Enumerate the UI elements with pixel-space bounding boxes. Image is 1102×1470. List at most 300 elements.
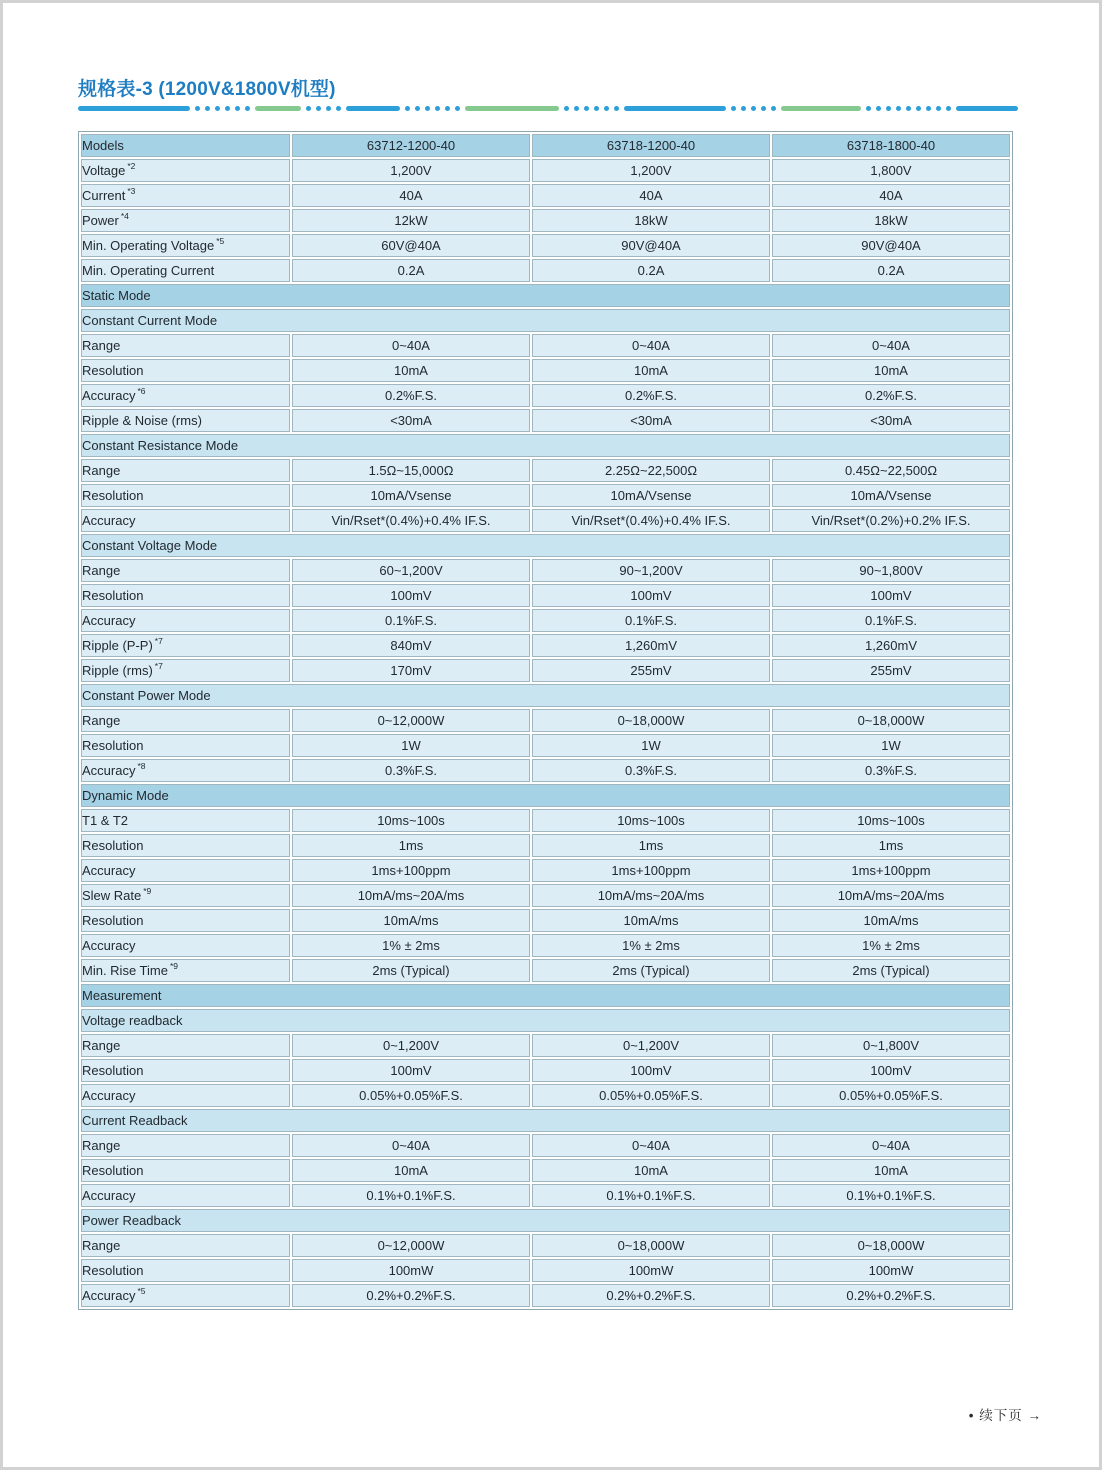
row-value: 0.2%F.S. [292,384,530,407]
table-row [81,359,1010,382]
row-label [81,1059,290,1082]
divider-dot [326,106,331,111]
row-label [81,234,290,257]
table-row [81,384,1010,407]
subsection-title: Constant Voltage Mode [81,534,1010,557]
divider-bar [781,106,861,111]
row-label-text: Min. Rise Time [82,963,168,978]
row-value: 10ms~100s [772,809,1010,832]
divider-dot [946,106,951,111]
table-row [81,634,1010,657]
row-value: 0.2%F.S. [772,384,1010,407]
row-value: 0~12,000W [292,1234,530,1257]
row-label [81,559,290,582]
column-header-model: 63712-1200-40 [292,134,530,157]
row-label-text: Voltage [82,163,126,178]
row-label-text: Range [82,1238,121,1253]
row-value: 2ms (Typical) [532,959,770,982]
row-value: 0.2%+0.2%F.S. [532,1284,770,1307]
row-value: 60V@40A [292,234,530,257]
table-header-row [81,134,1010,157]
row-label [81,659,290,682]
table-row [81,659,1010,682]
table-row [81,1134,1010,1157]
divider-dot [225,106,230,111]
row-value: 90V@40A [532,234,770,257]
row-value: 100mW [532,1259,770,1282]
row-label-text: Accuracy [82,938,136,953]
row-value: 100mV [532,584,770,607]
row-value: 10mA/ms [532,909,770,932]
table-row [81,934,1010,957]
row-value: 0~18,000W [532,709,770,732]
row-label-text: Ripple & Noise (rms) [82,413,202,428]
row-value: 1% ± 2ms [772,934,1010,957]
row-label [81,1284,290,1307]
divider-bar [624,106,726,111]
subsection-row [81,1109,1010,1132]
row-value: 10ms~100s [292,809,530,832]
row-label [81,934,290,957]
table-row [81,584,1010,607]
row-value: 0.3%F.S. [532,759,770,782]
divider-dot [771,106,776,111]
row-value: 10mA [532,1159,770,1182]
row-label-text: Range [82,1138,121,1153]
subsection-row [81,309,1010,332]
divider-dot [306,106,311,111]
row-label-text: Accuracy [82,1288,136,1303]
table-row [81,959,1010,982]
row-value: 0.05%+0.05%F.S. [292,1084,530,1107]
subsection-title: Power Readback [81,1209,1010,1232]
row-label-text: Resolution [82,1163,144,1178]
row-value: 100mW [772,1259,1010,1282]
section-title: Static Mode [81,284,1010,307]
row-label [81,634,290,657]
spec-table-body [81,134,1010,1307]
row-value: 100mV [292,1059,530,1082]
row-value: 0.05%+0.05%F.S. [532,1084,770,1107]
divider-bar [956,106,1018,111]
table-row [81,184,1010,207]
row-label-text: Resolution [82,1263,144,1278]
row-label [81,1084,290,1107]
row-value: 90~1,200V [532,559,770,582]
row-label [81,1034,290,1057]
row-value: 10mA [532,359,770,382]
row-label-text: Resolution [82,1063,144,1078]
spec-table [78,131,1013,1310]
divider-bar [346,106,400,111]
footnote-marker: *7 [154,636,163,646]
divider-dot [574,106,579,111]
row-label-text: Power [82,213,119,228]
row-label [81,484,290,507]
row-label [81,384,290,407]
table-row [81,234,1010,257]
row-value: 1,200V [292,159,530,182]
section-row [81,784,1010,807]
divider-dot [195,106,200,111]
row-label-text: Range [82,463,121,478]
row-value: 100mW [292,1259,530,1282]
divider-dot [205,106,210,111]
table-row [81,709,1010,732]
table-row [81,1184,1010,1207]
row-value: 10mA [772,359,1010,382]
row-value: 100mV [292,584,530,607]
row-value: 0.05%+0.05%F.S. [772,1084,1010,1107]
row-label-text: Min. Operating Voltage [82,238,215,253]
column-header-model: 63718-1800-40 [772,134,1010,157]
row-value: 100mV [772,1059,1010,1082]
row-value: Vin/Rset*(0.4%)+0.4% IF.S. [532,509,770,532]
row-value: 0~18,000W [772,709,1010,732]
row-label [81,209,290,232]
row-value: 1,200V [532,159,770,182]
row-value: 1,800V [772,159,1010,182]
row-label [81,1184,290,1207]
column-header-model: 63718-1200-40 [532,134,770,157]
row-label-text: Resolution [82,913,144,928]
table-row [81,809,1010,832]
row-value: 10mA/ms [292,909,530,932]
row-label [81,334,290,357]
footnote-marker: *8 [137,761,146,771]
row-value: 1ms [532,834,770,857]
row-label-text: Accuracy [82,1188,136,1203]
row-value: 0~1,800V [772,1034,1010,1057]
row-value: 10mA/ms~20A/ms [532,884,770,907]
row-label-text: Ripple (P-P) [82,638,153,653]
row-value: 0~40A [532,334,770,357]
row-value: 1ms [772,834,1010,857]
row-value: 0.2A [292,259,530,282]
row-value: 0.2%+0.2%F.S. [772,1284,1010,1307]
subsection-row [81,434,1010,457]
divider-dot [235,106,240,111]
row-label-text: Ripple (rms) [82,663,153,678]
row-value: 10mA/Vsense [292,484,530,507]
row-label-text: Accuracy [82,1088,136,1103]
row-label-text: Range [82,563,121,578]
table-row [81,484,1010,507]
divider-dot [906,106,911,111]
row-value: 10mA [292,1159,530,1182]
table-row [81,1059,1010,1082]
divider-dot [594,106,599,111]
row-value: 0~18,000W [772,1234,1010,1257]
row-label [81,734,290,757]
row-label [81,759,290,782]
row-value: <30mA [532,409,770,432]
table-row [81,909,1010,932]
subsection-row [81,534,1010,557]
divider-dot [405,106,410,111]
divider-dot [741,106,746,111]
row-label-text: T1 & T2 [82,813,129,828]
row-label [81,909,290,932]
table-row [81,609,1010,632]
row-value: 10ms~100s [532,809,770,832]
table-row [81,1084,1010,1107]
subsection-row [81,1009,1010,1032]
row-label [81,409,290,432]
row-value: 0.45Ω~22,500Ω [772,459,1010,482]
row-value: 170mV [292,659,530,682]
continued-note: • 续下页 → [968,1408,1042,1423]
table-row [81,1284,1010,1307]
divider-dot [455,106,460,111]
divider-dot [886,106,891,111]
row-value: 0.1%F.S. [292,609,530,632]
row-label-text: Current [82,188,126,203]
row-value: <30mA [292,409,530,432]
footnote-marker: *3 [127,186,136,196]
row-label-text: Resolution [82,488,144,503]
divider-dot [425,106,430,111]
divider-dot [614,106,619,111]
table-row [81,759,1010,782]
row-value: 1,260mV [772,634,1010,657]
subsection-row [81,684,1010,707]
row-value: 0~12,000W [292,709,530,732]
table-row [81,1034,1010,1057]
section-row [81,284,1010,307]
row-value: 40A [292,184,530,207]
page-title: 规格表-3 (1200V&1800V机型) [78,79,336,100]
row-value: 1% ± 2ms [532,934,770,957]
divider-dot [435,106,440,111]
row-value: 0~1,200V [292,1034,530,1057]
row-value: 1W [292,734,530,757]
table-row [81,159,1010,182]
row-value: 0~40A [292,1134,530,1157]
row-value: 1.5Ω~15,000Ω [292,459,530,482]
row-value: 0~40A [772,334,1010,357]
row-value: 90~1,800V [772,559,1010,582]
row-label [81,709,290,732]
row-label-text: Resolution [82,588,144,603]
row-value: 0~40A [292,334,530,357]
divider-dot [876,106,881,111]
row-value: 18kW [772,209,1010,232]
table-row [81,834,1010,857]
divider-dot [731,106,736,111]
table-row [81,259,1010,282]
divider-dot [604,106,609,111]
footnote-marker: *4 [120,211,129,221]
divider-dot [761,106,766,111]
row-value: 0.1%+0.1%F.S. [532,1184,770,1207]
row-label [81,1259,290,1282]
subsection-title: Voltage readback [81,1009,1010,1032]
row-value: 255mV [772,659,1010,682]
footnote-marker: *5 [137,1286,146,1296]
table-row [81,409,1010,432]
row-value: 2.25Ω~22,500Ω [532,459,770,482]
subsection-title: Constant Power Mode [81,684,1010,707]
row-value: 10mA/ms [772,909,1010,932]
row-value: 40A [772,184,1010,207]
table-row [81,334,1010,357]
subsection-title: Constant Current Mode [81,309,1010,332]
row-value: 0.2A [532,259,770,282]
row-label-text: Min. Operating Current [82,263,215,278]
row-label [81,159,290,182]
column-header-label: Models [81,134,290,157]
row-label [81,459,290,482]
divider-dot [415,106,420,111]
table-row [81,884,1010,907]
table-row [81,559,1010,582]
divider-dot [445,106,450,111]
divider-dot [936,106,941,111]
row-label-text: Accuracy [82,513,136,528]
row-value: 1ms+100ppm [532,859,770,882]
divider-dot [584,106,589,111]
row-value: 12kW [292,209,530,232]
row-value: 10mA/Vsense [532,484,770,507]
row-label-text: Range [82,338,121,353]
divider-bar [465,106,559,111]
subsection-title: Constant Resistance Mode [81,434,1010,457]
table-row [81,1159,1010,1182]
divider-bar [255,106,301,111]
subsection-row [81,1209,1010,1232]
divider-dot [564,106,569,111]
row-value: Vin/Rset*(0.4%)+0.4% IF.S. [292,509,530,532]
row-value: 10mA/ms~20A/ms [292,884,530,907]
row-label [81,1159,290,1182]
divider-dot [316,106,321,111]
row-label [81,959,290,982]
row-value: 1ms [292,834,530,857]
row-value: 1% ± 2ms [292,934,530,957]
footnote-marker: *9 [169,961,179,971]
divider-dot [896,106,901,111]
divider-dot [751,106,756,111]
row-value: 2ms (Typical) [772,959,1010,982]
row-label [81,1134,290,1157]
row-value: 1,260mV [532,634,770,657]
row-label [81,834,290,857]
divider-dot [926,106,931,111]
row-value: 0~18,000W [532,1234,770,1257]
row-value: 10mA/ms~20A/ms [772,884,1010,907]
row-label-text: Accuracy [82,613,136,628]
row-value: 100mV [772,584,1010,607]
row-value: 0.2%F.S. [532,384,770,407]
row-value: 255mV [532,659,770,682]
row-value: 1ms+100ppm [772,859,1010,882]
row-value: 0~40A [532,1134,770,1157]
row-value: 100mV [532,1059,770,1082]
row-value: 2ms (Typical) [292,959,530,982]
divider-dot [245,106,250,111]
table-row [81,734,1010,757]
table-row [81,509,1010,532]
divider-dot [215,106,220,111]
row-value: 1ms+100ppm [292,859,530,882]
row-value: 0.1%F.S. [532,609,770,632]
table-row [81,209,1010,232]
row-label-text: Accuracy [82,763,136,778]
row-value: 0.2%+0.2%F.S. [292,1284,530,1307]
row-value: 0~1,200V [532,1034,770,1057]
row-label [81,609,290,632]
row-label [81,884,290,907]
row-value: 840mV [292,634,530,657]
row-value: 0.1%+0.1%F.S. [292,1184,530,1207]
row-value: 1W [772,734,1010,757]
row-value: 0.1%+0.1%F.S. [772,1184,1010,1207]
divider-dot [866,106,871,111]
section-row [81,984,1010,1007]
footnote-marker: *7 [154,661,163,671]
divider-dot [916,106,921,111]
table-row [81,459,1010,482]
row-value: 90V@40A [772,234,1010,257]
row-label [81,359,290,382]
footnote-marker: *5 [216,236,225,246]
row-label [81,184,290,207]
row-label [81,509,290,532]
table-row [81,859,1010,882]
subsection-title: Current Readback [81,1109,1010,1132]
row-label-text: Accuracy [82,388,136,403]
row-value: 40A [532,184,770,207]
row-label [81,859,290,882]
row-value: 0.3%F.S. [772,759,1010,782]
row-value: 18kW [532,209,770,232]
row-value: 0.3%F.S. [292,759,530,782]
row-label-text: Slew Rate [82,888,142,903]
section-title: Dynamic Mode [81,784,1010,807]
row-value: 10mA [772,1159,1010,1182]
row-label-text: Range [82,1038,121,1053]
table-row [81,1234,1010,1257]
row-value: Vin/Rset*(0.2%)+0.2% IF.S. [772,509,1010,532]
row-label [81,584,290,607]
footnote-marker: *6 [137,386,146,396]
table-row [81,1259,1010,1282]
row-value: 60~1,200V [292,559,530,582]
row-value: 10mA/Vsense [772,484,1010,507]
row-value: 0.2A [772,259,1010,282]
section-title: Measurement [81,984,1010,1007]
row-value: 0.1%F.S. [772,609,1010,632]
row-label-text: Resolution [82,838,144,853]
row-label-text: Resolution [82,738,144,753]
row-value: <30mA [772,409,1010,432]
divider-bar [78,106,190,111]
divider-dot [336,106,341,111]
row-value: 0~40A [772,1134,1010,1157]
row-label-text: Range [82,713,121,728]
row-label [81,1234,290,1257]
title-divider [78,104,1020,112]
row-value: 1W [532,734,770,757]
row-label [81,259,290,282]
row-value: 10mA [292,359,530,382]
footnote-marker: *2 [127,161,136,171]
row-label-text: Accuracy [82,863,136,878]
row-label-text: Resolution [82,363,144,378]
row-label [81,809,290,832]
footnote-marker: *9 [143,886,152,896]
